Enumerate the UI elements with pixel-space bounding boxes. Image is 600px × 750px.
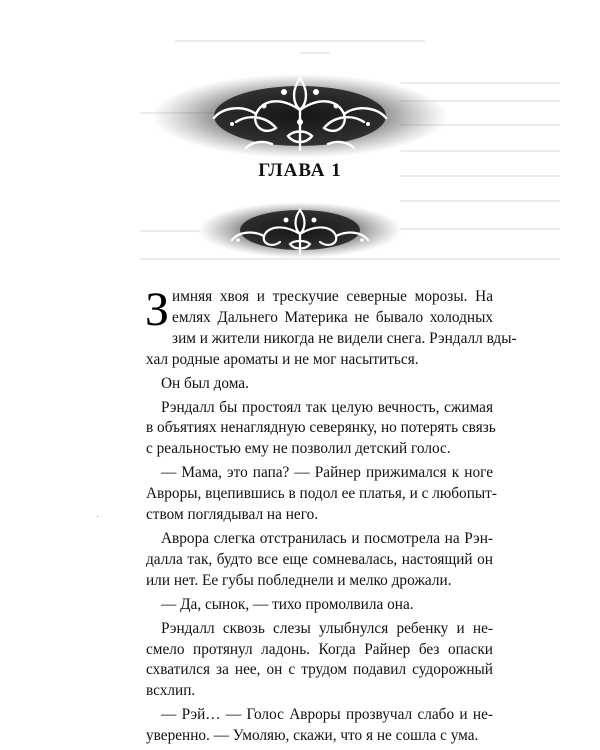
- paragraph: [146, 374, 493, 395]
- first-paragraph: [145, 283, 517, 371]
- text-line: схватился за нее, он с трудом подавил судорожный: [146, 661, 493, 679]
- text-line: Авроры, вцепившись в подол ее платья, и с любопыт-: [146, 485, 497, 503]
- paragraph: [146, 529, 493, 592]
- text-line: — Мама, это папа? — Райнер прижимался к ноге: [161, 464, 493, 482]
- chapter-text: [145, 283, 517, 747]
- paragraph: [146, 398, 496, 461]
- text-line: хал родные ароматы и не мог насытиться.: [146, 350, 419, 368]
- paragraph: [146, 595, 493, 616]
- text-line: зим и жители никогда не видели снега. Рэндалл вды-: [172, 329, 517, 347]
- text-line: Аврора слегка отстранилась и посмотрела на Рэн-: [161, 529, 493, 547]
- text-line: Он был дома.: [161, 374, 249, 392]
- text-line: — Да, сынок, — тихо промолвила она.: [161, 595, 414, 613]
- margin-mark: ·: [96, 512, 100, 523]
- paragraph: [146, 619, 493, 703]
- text-line: далла так, будто все еще сомневалась, настоящий он: [146, 550, 493, 568]
- text-line: с реальностью ему не позволил детский голос.: [146, 440, 451, 458]
- text-line: или нет. Ее губы побледнели и мелко дрожали.: [146, 571, 452, 589]
- text-line: — Рэй… — Голос Авроры прозвучал слабо и не-: [161, 706, 493, 724]
- text-line: ством поглядывал на него.: [146, 506, 319, 524]
- text-line: Рэндалл сквозь слезы улыбнулся ребенку и не-: [161, 619, 493, 637]
- bleed-through-line: [400, 200, 560, 202]
- drop-cap: З: [145, 283, 170, 336]
- text-line: Рэндалл бы простоял так целую вечность, сжимая: [161, 398, 493, 416]
- paragraph: [146, 463, 497, 526]
- text-line: всхлип.: [146, 682, 196, 700]
- text-line: уверенно. — Умоляю, скажи, что я не сошла с ума.: [146, 727, 479, 745]
- text-line: емлях Дальнего Материка не бывало холодных: [172, 308, 493, 326]
- paragraph: [146, 705, 493, 747]
- text-line: смело протянул ладонь. Когда Райнер без опаски: [146, 640, 493, 658]
- bleed-through-line: [175, 40, 425, 42]
- bleed-through-line: [140, 230, 200, 232]
- chapter-title: ГЛАВА 1: [258, 160, 342, 181]
- text-line: имняя хвоя и трескучие северные морозы. На: [172, 288, 493, 305]
- text-line: в объятиях ненаглядную северянку, но потерять связь: [146, 419, 496, 437]
- bottom-ornament: [198, 196, 402, 264]
- bleed-through-line: [400, 228, 560, 230]
- top-ornament: [152, 56, 448, 162]
- bleed-through-line: [300, 52, 330, 54]
